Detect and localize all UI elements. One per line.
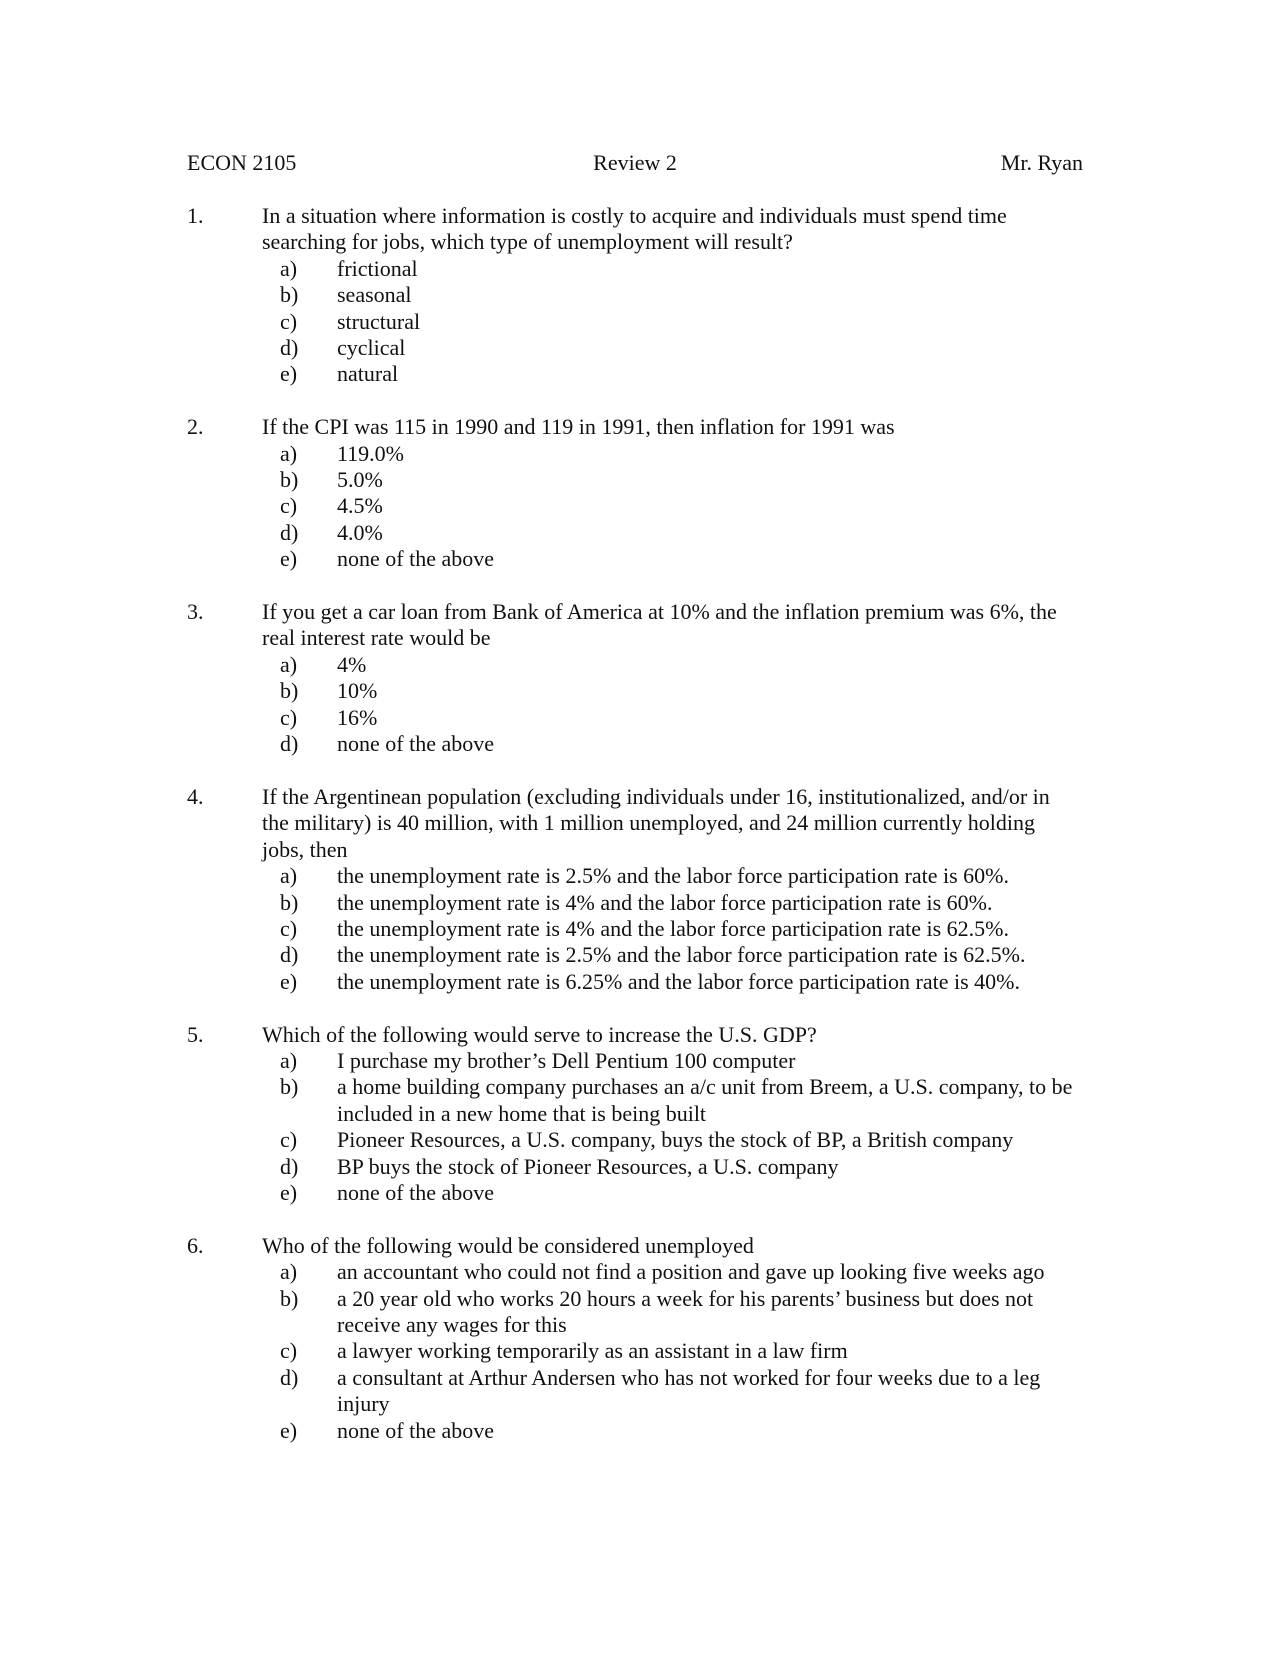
option-letter: b) bbox=[280, 467, 299, 493]
option-letter: b) bbox=[280, 282, 299, 308]
option-text: 119.0% bbox=[337, 440, 405, 466]
option-letter: c) bbox=[280, 1127, 298, 1153]
answer-options bbox=[262, 441, 1107, 573]
question-number: 2. bbox=[187, 414, 204, 440]
answer-option bbox=[262, 678, 1097, 704]
option-text: 4% bbox=[337, 651, 367, 677]
answer-option bbox=[262, 441, 1097, 467]
answer-option bbox=[262, 309, 1097, 335]
answer-options bbox=[262, 1048, 1107, 1206]
question-number: 4. bbox=[187, 783, 204, 809]
answer-option bbox=[262, 969, 1097, 995]
option-letter: a) bbox=[280, 863, 298, 889]
option-letter: d) bbox=[280, 1153, 299, 1179]
answer-option bbox=[262, 361, 1097, 387]
question-number: 6. bbox=[187, 1232, 204, 1258]
option-text: Pioneer Resources, a U.S. company, buys the stock of BP, a British company bbox=[337, 1127, 1014, 1153]
answer-option bbox=[262, 493, 1097, 519]
answer-option bbox=[262, 1127, 1097, 1153]
answer-option bbox=[262, 1048, 1097, 1074]
question-number: 5. bbox=[187, 1021, 204, 1047]
instructor-name: Mr. Ryan bbox=[1000, 150, 1083, 175]
option-text: natural bbox=[337, 361, 399, 387]
option-text: 5.0% bbox=[337, 467, 383, 493]
answer-options bbox=[262, 1259, 1107, 1444]
option-text: the unemployment rate is 2.5% and the labor force participation rate is 62.5%. bbox=[337, 942, 1026, 968]
answer-option bbox=[262, 1365, 1097, 1418]
option-text: cyclical bbox=[337, 335, 406, 361]
course-code: ECON 2105 bbox=[187, 150, 297, 175]
document-title: Review 2 bbox=[593, 150, 677, 175]
option-letter: a) bbox=[280, 255, 298, 281]
answer-option bbox=[262, 731, 1097, 757]
option-letter: a) bbox=[280, 651, 298, 677]
option-text: BP buys the stock of Pioneer Resources, a U.S. company bbox=[337, 1153, 839, 1179]
option-letter: d) bbox=[280, 519, 299, 545]
option-text: seasonal bbox=[337, 282, 412, 308]
question-stem: If the Argentinean population (excluding individuals under 16, institutionalized, and/or in the military) is 40 million, with 1 million unemployed, and 24 million currently holding jobs, then bbox=[262, 783, 1050, 862]
option-text: a consultant at Arthur Andersen who has not worked for four weeks due to a leg injury bbox=[337, 1364, 1041, 1417]
answer-option bbox=[262, 916, 1097, 942]
option-letter: b) bbox=[280, 1074, 299, 1100]
option-letter: c) bbox=[280, 704, 298, 730]
option-text: a 20 year old who works 20 hours a week for his parents’ business but does not receive any wages for this bbox=[337, 1285, 1034, 1337]
option-letter: d) bbox=[280, 942, 299, 968]
answer-option bbox=[262, 942, 1097, 968]
answer-option bbox=[262, 1286, 1097, 1339]
option-letter: c) bbox=[280, 493, 298, 519]
answer-option bbox=[262, 1418, 1097, 1444]
question-stem: Which of the following would serve to increase the U.S. GDP? bbox=[262, 1021, 817, 1047]
answer-options bbox=[262, 652, 1107, 758]
answer-option bbox=[262, 652, 1097, 678]
answer-option bbox=[262, 256, 1097, 282]
option-text: none of the above bbox=[337, 546, 494, 572]
option-letter: e) bbox=[280, 361, 298, 387]
answer-option bbox=[262, 1338, 1097, 1364]
option-text: 4.5% bbox=[337, 493, 383, 519]
option-text: a lawyer working temporarily as an assistant in a law firm bbox=[337, 1338, 848, 1364]
question-stem: Who of the following would be considered unemployed bbox=[262, 1232, 754, 1258]
option-text: structural bbox=[337, 308, 421, 334]
option-text: a home building company purchases an a/c unit from Breem, a U.S. company, to be included in a new home that is being built bbox=[337, 1074, 1073, 1126]
question-5 bbox=[187, 1022, 1107, 1207]
option-text: none of the above bbox=[337, 1417, 494, 1443]
option-letter: b) bbox=[280, 1285, 299, 1311]
question-stem: If the CPI was 115 in 1990 and 119 in 1991, then inflation for 1991 was bbox=[262, 414, 895, 440]
option-letter: a) bbox=[280, 1047, 298, 1073]
option-letter: e) bbox=[280, 1417, 298, 1443]
option-text: I purchase my brother’s Dell Pentium 100 computer bbox=[337, 1047, 796, 1073]
answer-option bbox=[262, 705, 1097, 731]
option-text: frictional bbox=[337, 255, 418, 281]
option-letter: c) bbox=[280, 915, 298, 941]
option-letter: d) bbox=[280, 335, 299, 361]
option-letter: c) bbox=[280, 308, 298, 334]
option-text: the unemployment rate is 4% and the labor force participation rate is 60%. bbox=[337, 889, 993, 915]
answer-options bbox=[262, 256, 1107, 388]
answer-option bbox=[262, 890, 1097, 916]
answer-option bbox=[262, 520, 1097, 546]
answer-option bbox=[262, 546, 1097, 572]
question-stem: If you get a car loan from Bank of America at 10% and the inflation premium was 6%, the real interest rate would be bbox=[262, 599, 1057, 651]
option-text: none of the above bbox=[337, 1179, 494, 1205]
option-text: 10% bbox=[337, 678, 378, 704]
question-1 bbox=[187, 203, 1107, 388]
answer-option bbox=[262, 863, 1097, 889]
option-letter: e) bbox=[280, 1179, 298, 1205]
question-6 bbox=[187, 1233, 1107, 1444]
option-text: 4.0% bbox=[337, 519, 383, 545]
option-letter: d) bbox=[280, 1364, 299, 1390]
answer-option bbox=[262, 1074, 1097, 1127]
page-header bbox=[187, 150, 1083, 178]
option-letter: b) bbox=[280, 889, 299, 915]
question-4 bbox=[187, 784, 1107, 995]
question-list bbox=[187, 203, 1107, 1470]
answer-option bbox=[262, 335, 1097, 361]
answer-option bbox=[262, 1154, 1097, 1180]
answer-options bbox=[262, 863, 1107, 995]
option-text: 16% bbox=[337, 704, 378, 730]
option-text: the unemployment rate is 4% and the labor force participation rate is 62.5%. bbox=[337, 915, 1009, 941]
option-letter: e) bbox=[280, 546, 298, 572]
option-text: an accountant who could not find a position and gave up looking five weeks ago bbox=[337, 1259, 1045, 1285]
option-text: none of the above bbox=[337, 731, 494, 757]
option-letter: b) bbox=[280, 678, 299, 704]
option-letter: a) bbox=[280, 1259, 298, 1285]
question-3 bbox=[187, 599, 1107, 757]
option-text: the unemployment rate is 6.25% and the labor force participation rate is 40%. bbox=[337, 968, 1020, 994]
option-letter: e) bbox=[280, 968, 298, 994]
question-number: 3. bbox=[187, 599, 204, 625]
question-stem: In a situation where information is costly to acquire and individuals must spend time searching for jobs, which type of unemployment will result? bbox=[262, 203, 1007, 255]
option-letter: c) bbox=[280, 1338, 298, 1364]
answer-option bbox=[262, 467, 1097, 493]
question-number: 1. bbox=[187, 203, 204, 228]
answer-option bbox=[262, 1259, 1097, 1285]
answer-option bbox=[262, 1180, 1097, 1206]
question-2 bbox=[187, 414, 1107, 572]
option-text: the unemployment rate is 2.5% and the labor force participation rate is 60%. bbox=[337, 863, 1009, 889]
option-letter: a) bbox=[280, 440, 298, 466]
option-letter: d) bbox=[280, 731, 299, 757]
answer-option bbox=[262, 282, 1097, 308]
